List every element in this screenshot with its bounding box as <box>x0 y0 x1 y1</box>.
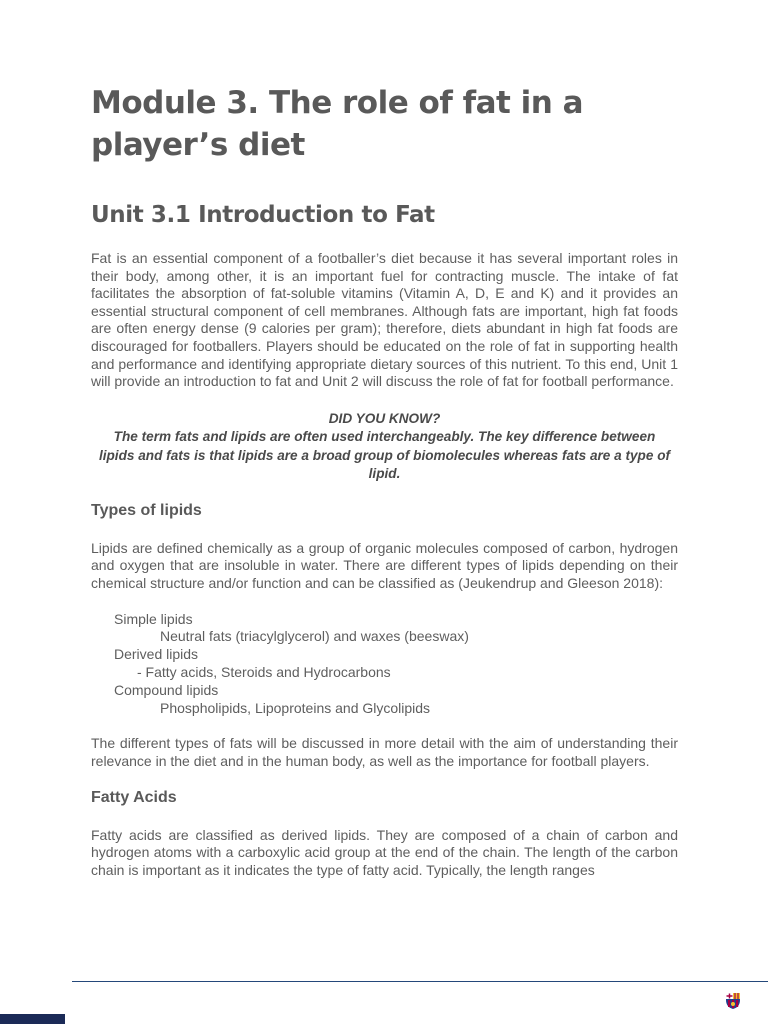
list-item: Derived lipids <box>114 646 199 663</box>
list-item: - Fatty acids, Steroids and Hydrocarbons <box>137 663 391 680</box>
list-item: Neutral fats (triacylglycerol) and waxes (beeswax) <box>160 628 469 645</box>
list-item: Compound lipids <box>114 681 219 698</box>
module-title: Module 3. The role of fat in a player’s diet <box>91 85 584 163</box>
list-item: Phospholipids, Lipoproteins and Glycolipids <box>160 699 431 716</box>
document-page <box>91 82 678 879</box>
types-of-lipids-paragraph: Lipids are defined chemically as a group of organic molecules composed of carbon, hydrogen and oxygen that are insoluble in water. There are different types of lipids depending on their chemical structure and/or function and can be classified as (Jeukendrup and Gleeson 2018): <box>91 539 678 591</box>
did-you-know-text: The term fats and lipids are often used interchangeably. The key difference between lipids and fats is that lipids are a broad group of biomolecules whereas fats are a type of lipid. <box>98 429 671 482</box>
unit-title: Unit 3.1 Introduction to Fat <box>91 202 435 228</box>
did-you-know-heading: DID YOU KNOW? <box>328 410 441 426</box>
fatty-acids-paragraph: Fatty acids are classified as derived lipids. They are composed of a chain of carbon and hydrogen atoms with a carboxylic acid group at the end of the chain. The length of the carbon chain is important as it indicates the type of fatty acid. Typically, the length ranges <box>91 826 678 878</box>
types-of-fats-closing-paragraph: The different types of fats will be discussed in more detail with the aim of understanding their relevance in the diet and in the human body, as well as the importance for football players. <box>91 735 678 769</box>
footer-accent-bar <box>0 1014 65 1024</box>
list-item: Simple lipids <box>114 610 193 627</box>
lipid-classification-list <box>91 611 678 718</box>
types-of-lipids-heading: Types of lipids <box>91 501 202 519</box>
did-you-know-callout <box>91 410 678 484</box>
fatty-acids-heading: Fatty Acids <box>91 788 177 806</box>
club-crest-icon <box>725 992 741 1010</box>
intro-paragraph: Fat is an essential component of a footballer’s diet because it has several important roles in their body, among other, it is an important fuel for contracting muscle. The intake of fat facilitates the absorption of fat-soluble vitamins (Vitamin A, D, E and K) and it provides an essential structural component of cell membranes. Although fats are important, high fat foods are often energy dense (9 calories per gram); therefore, diets abundant in high fat foods are discouraged for footballers. Players should be educated on the role of fat in supporting health and performance and identifying appropriate dietary sources of this nutrient. To this end, Unit 1 will provide an introduction to fat and Unit 2 will discuss the role of fat for football performance. <box>91 250 678 390</box>
footer-divider <box>72 981 768 982</box>
